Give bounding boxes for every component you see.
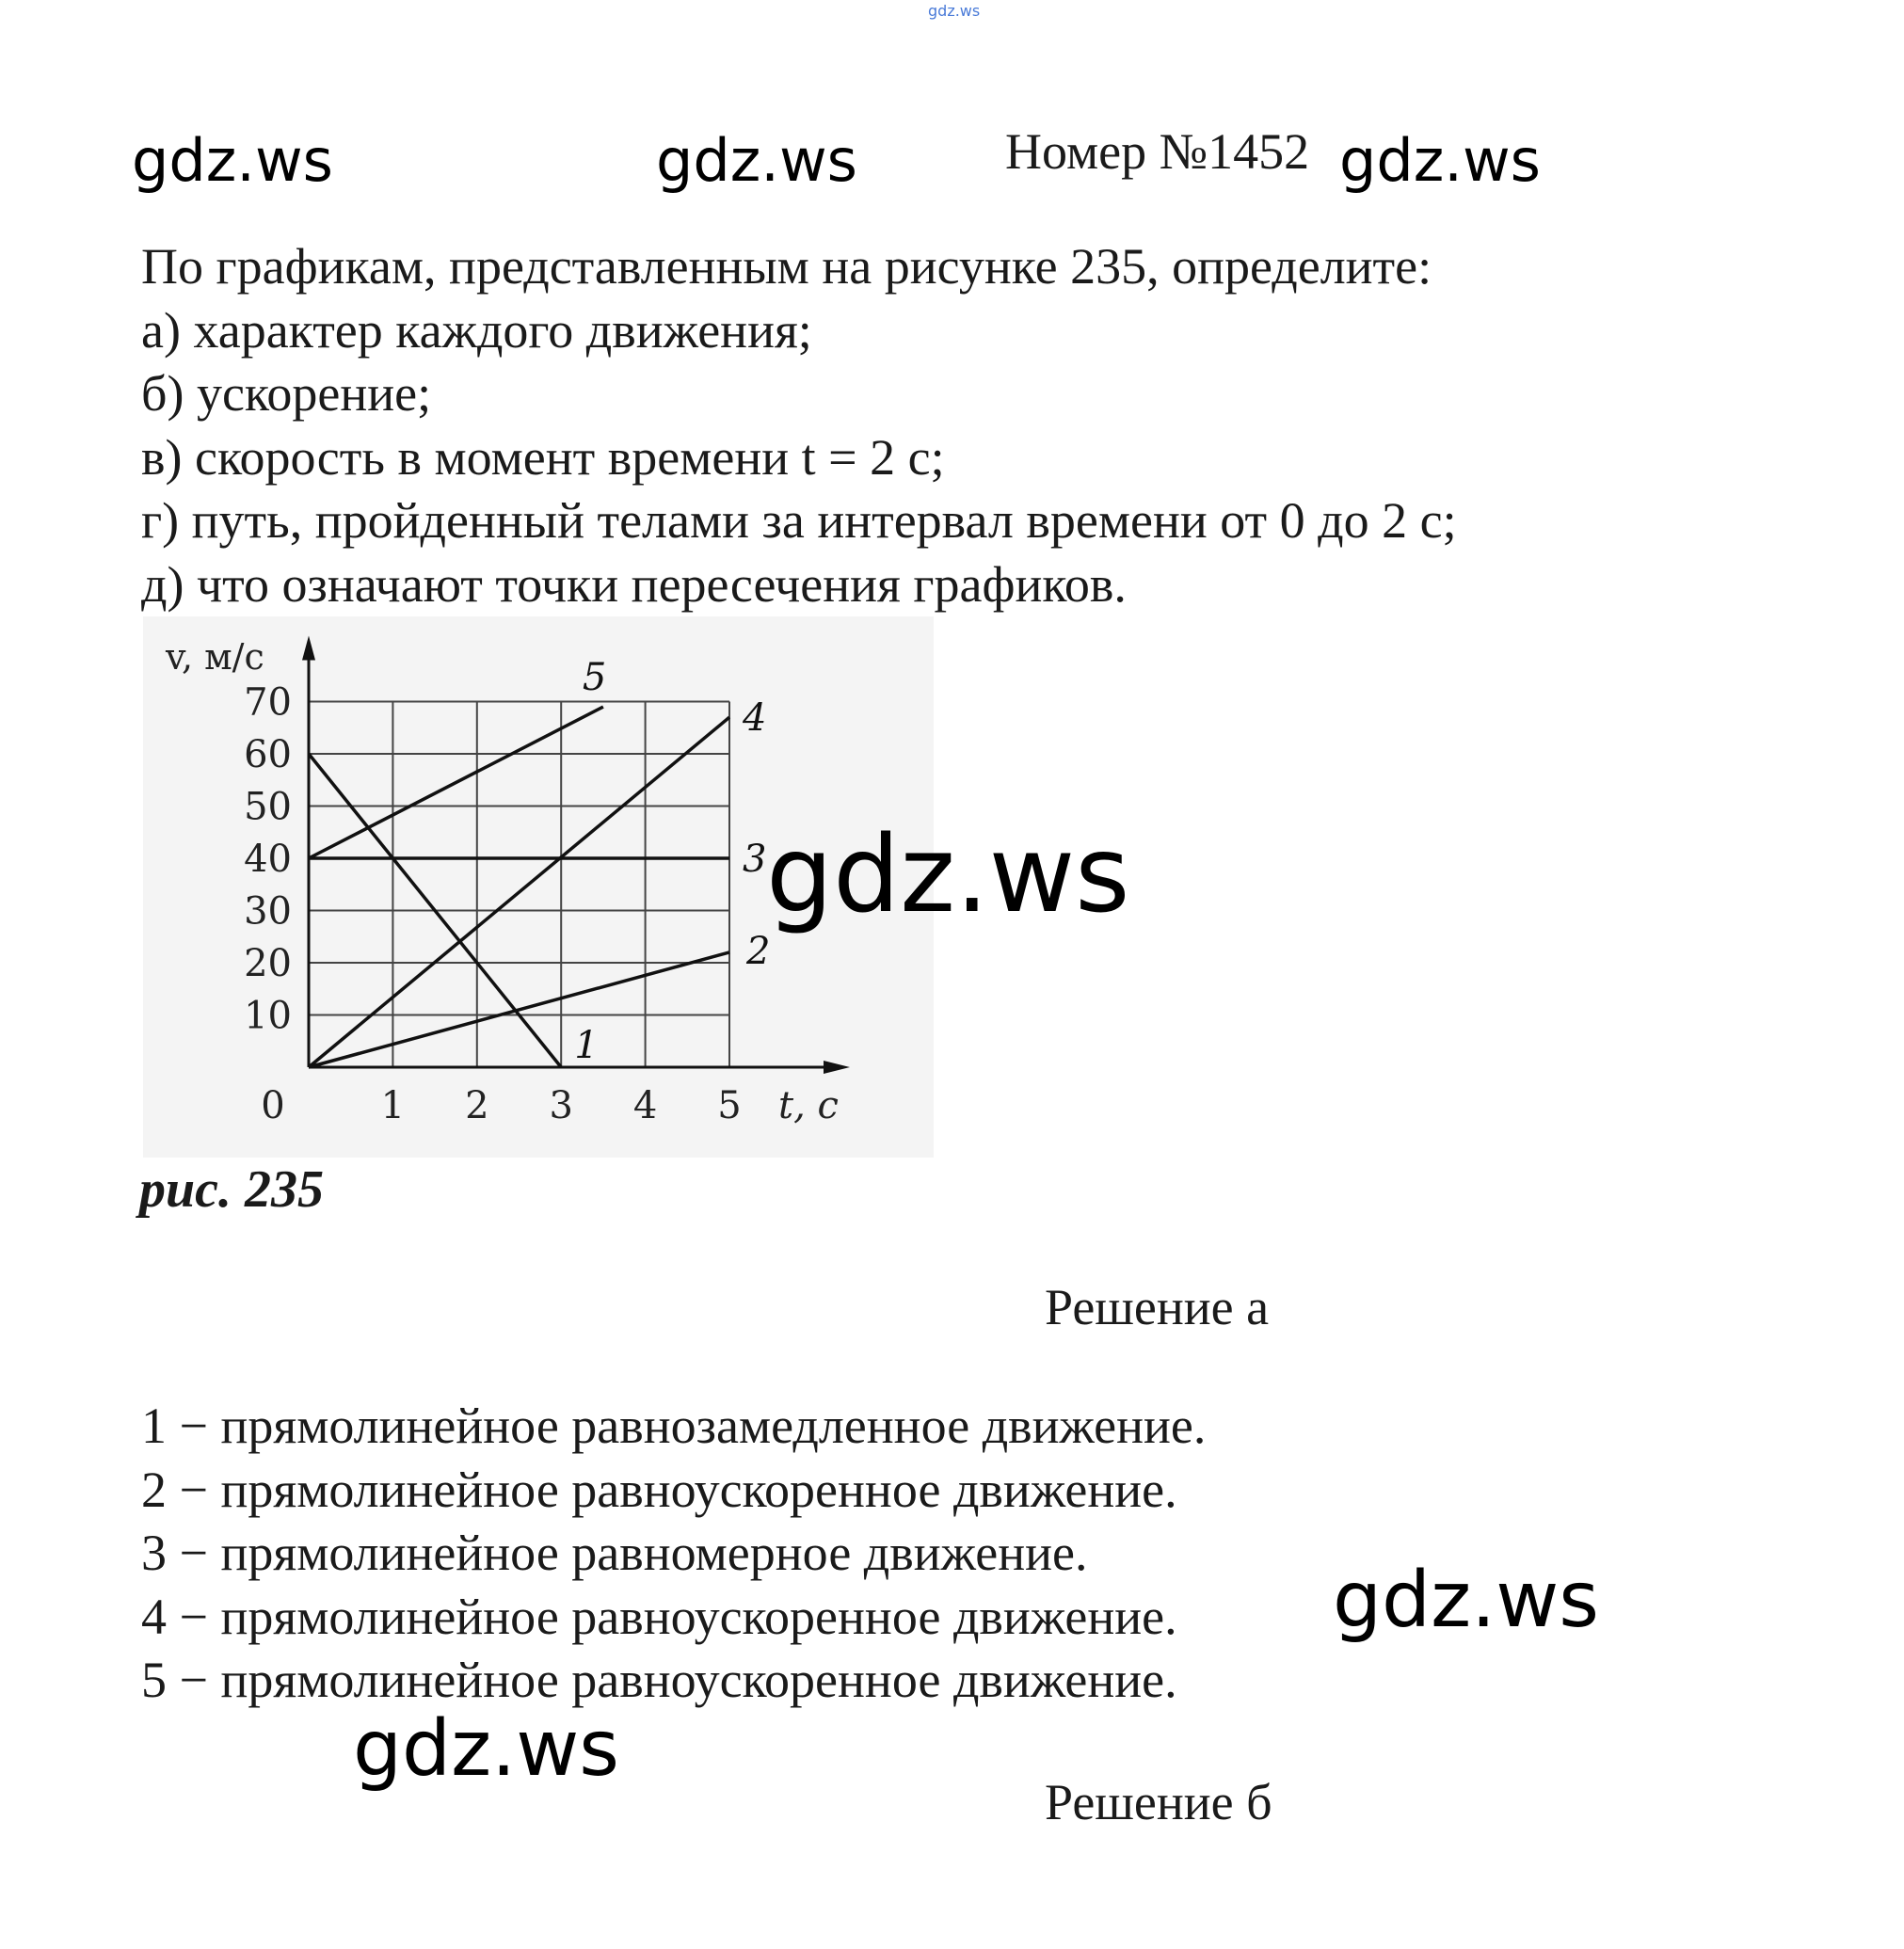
series-label-2: 2 bbox=[746, 929, 771, 973]
watermark-header-left: gdz.ws bbox=[132, 126, 333, 195]
answer-1: 1 − прямолинейное равнозамедленное движение. bbox=[141, 1398, 1207, 1454]
y-tick-label: 70 bbox=[244, 680, 292, 725]
task-intro: По графикам, представленным на рисунке 235, определите: bbox=[141, 238, 1432, 295]
task-item-d: д) что означают точки пересечения графиков. bbox=[141, 555, 1127, 613]
answer-3: 3 − прямолинейное равномерное движение. bbox=[141, 1525, 1088, 1581]
x-axis-label: t, с bbox=[778, 1084, 839, 1127]
problem-number: Номер №1452 bbox=[1005, 123, 1310, 180]
task-item-g: г) путь, пройденный телами за интервал времени от 0 до 2 с; bbox=[141, 492, 1457, 549]
watermark-low-left: gdz.ws bbox=[353, 1704, 619, 1794]
solution-a-heading: Решение а bbox=[1045, 1279, 1270, 1335]
watermark-top: gdz.ws bbox=[928, 2, 981, 20]
watermark-mid-right: gdz.ws bbox=[1333, 1556, 1599, 1645]
origin-label: 0 bbox=[261, 1084, 285, 1127]
solution-a-answers bbox=[141, 1395, 1206, 1713]
series-line-5 bbox=[309, 707, 603, 858]
y-axis-label: v, м/с bbox=[166, 636, 264, 678]
y-tick-label: 40 bbox=[244, 838, 292, 881]
watermark-header-right: gdz.ws bbox=[1339, 126, 1541, 195]
x-tick-label: 2 bbox=[465, 1084, 489, 1127]
x-tick-label: 1 bbox=[380, 1084, 406, 1127]
task-item-b: б) ускорение; bbox=[141, 365, 432, 422]
y-tick-label: 60 bbox=[244, 733, 292, 776]
series-label-5: 5 bbox=[582, 656, 607, 700]
chart-series-labels bbox=[574, 656, 770, 1067]
series-label-4: 4 bbox=[743, 696, 767, 741]
series-label-3: 3 bbox=[743, 838, 767, 881]
y-tick-label: 30 bbox=[244, 889, 292, 934]
task-item-a: а) характер каждого движения; bbox=[141, 301, 812, 359]
answer-4: 4 − прямолинейное равноускоренное движение. bbox=[141, 1588, 1177, 1645]
task-item-v: в) скорость в момент времени t = 2 с; bbox=[141, 428, 945, 486]
y-tick-label: 20 bbox=[244, 942, 292, 985]
solution-b-heading: Решение б bbox=[1045, 1774, 1272, 1830]
watermark-over-chart: gdz.ws bbox=[766, 814, 1130, 936]
y-axis-arrow bbox=[302, 636, 315, 661]
y-tick-label: 50 bbox=[244, 785, 292, 829]
series-line-2 bbox=[309, 952, 729, 1067]
x-tick-label: 5 bbox=[717, 1084, 742, 1127]
figure-caption: рис. 235 bbox=[139, 1160, 324, 1219]
y-tick-label: 10 bbox=[244, 994, 292, 1038]
watermark-header-center: gdz.ws bbox=[656, 126, 857, 195]
chart-ticks bbox=[165, 636, 839, 1127]
series-label-1: 1 bbox=[574, 1024, 599, 1067]
task-text bbox=[141, 235, 1457, 616]
chart-series bbox=[309, 707, 729, 1067]
answer-5: 5 − прямолинейное равноускоренное движение. bbox=[141, 1652, 1177, 1708]
x-axis-arrow bbox=[824, 1061, 850, 1074]
x-tick-label: 3 bbox=[549, 1084, 573, 1127]
x-tick-label: 4 bbox=[632, 1084, 658, 1127]
answer-2: 2 − прямолинейное равноускоренное движение. bbox=[141, 1461, 1177, 1518]
